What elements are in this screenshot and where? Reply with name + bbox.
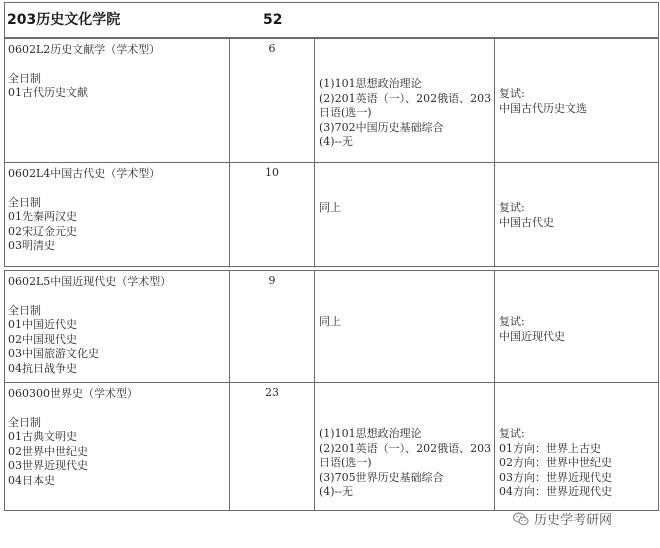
program-info [5,271,230,383]
program-quota: 23 [230,383,315,511]
retest-subjects [495,271,659,383]
program-info [5,163,230,267]
retest-subjects [495,163,659,267]
exam-item: 同上 [319,315,341,328]
exam-subjects [315,39,495,163]
exam-item: (1)101思想政治理论 [319,427,422,440]
direction-item: 02中国现代史 [8,332,77,346]
institute-total: 52 [255,3,315,38]
direction-item: 01古代历史文献 [8,86,88,99]
exam-subjects [315,383,495,511]
direction-item: 02宋辽金元史 [8,224,77,238]
exam-item: (4)--无 [319,485,354,498]
direction-item: 04日本史 [8,473,55,487]
retest-item: 04方向：世界近现代史 [499,485,612,498]
program-quota: 9 [230,271,315,383]
watermark-text: 历史学考研网 [534,513,613,528]
exam-subjects [315,271,495,383]
direction-item: 01中国近代史 [8,318,77,331]
study-mode: 全日制 [8,195,41,209]
program-info [5,39,230,163]
header-empty-cell [315,3,495,38]
institute-name: 203历史文化学院 [5,3,255,38]
institute-header [4,2,659,38]
exam-item: (3)705世界历史基础综合 [319,470,444,484]
study-mode: 全日制 [8,303,41,317]
header-empty-cell [495,3,659,38]
exam-subjects [315,163,495,267]
direction-item: 04抗日战争史 [8,361,77,375]
program-quota: 6 [230,39,315,163]
exam-item: (1)101思想政治理论 [319,77,422,90]
study-mode: 全日制 [8,71,41,85]
retest-item: 中国古代历史文选 [499,101,587,115]
exam-item: (3)702中国历史基础综合 [319,120,444,134]
program-name: 0602L2历史文献学（学术型） [8,43,161,56]
retest-item: 02方向：世界中世纪史 [499,456,612,469]
program-row [5,383,659,511]
retest-item: 中国近现代史 [499,329,565,343]
study-mode: 全日制 [8,415,41,429]
watermark [512,509,612,528]
retest-label: 复试: [499,315,525,328]
retest-item: 中国古代史 [499,215,554,229]
exam-item: (2)201英语（一）、202俄语、203日语(选一) [319,441,492,469]
retest-label: 复试: [499,427,525,440]
retest-subjects [495,39,659,163]
program-row [5,163,659,267]
direction-item: 02世界中世纪史 [8,444,88,458]
program-table-top [4,38,659,267]
direction-item: 01先秦两汉史 [8,210,77,223]
direction-item: 03明清史 [8,239,55,252]
retest-label: 复试: [499,87,525,100]
program-row [5,271,659,383]
exam-item: (4)--无 [319,135,354,148]
direction-item: 01古典文明史 [8,430,77,443]
program-name: 0602L5中国近现代史（学术型） [8,275,172,288]
exam-item: (2)201英语（一）、202俄语、203日语(选一) [319,91,492,119]
wechat-icon [512,510,530,528]
retest-subjects [495,383,659,511]
program-info [5,383,230,511]
program-quota: 10 [230,163,315,267]
direction-item: 03世界近现代史 [8,459,88,472]
retest-item: 01方向：世界上古史 [499,441,601,455]
retest-item: 03方向：世界近现代史 [499,470,612,484]
retest-label: 复试: [499,201,525,214]
exam-item: 同上 [319,201,341,214]
direction-item: 03中国旅游文化史 [8,347,99,360]
program-table-bottom [4,270,659,511]
program-name: 060300世界史（学术型） [8,387,138,400]
program-row [5,39,659,163]
program-name: 0602L4中国古代史（学术型） [8,167,161,180]
